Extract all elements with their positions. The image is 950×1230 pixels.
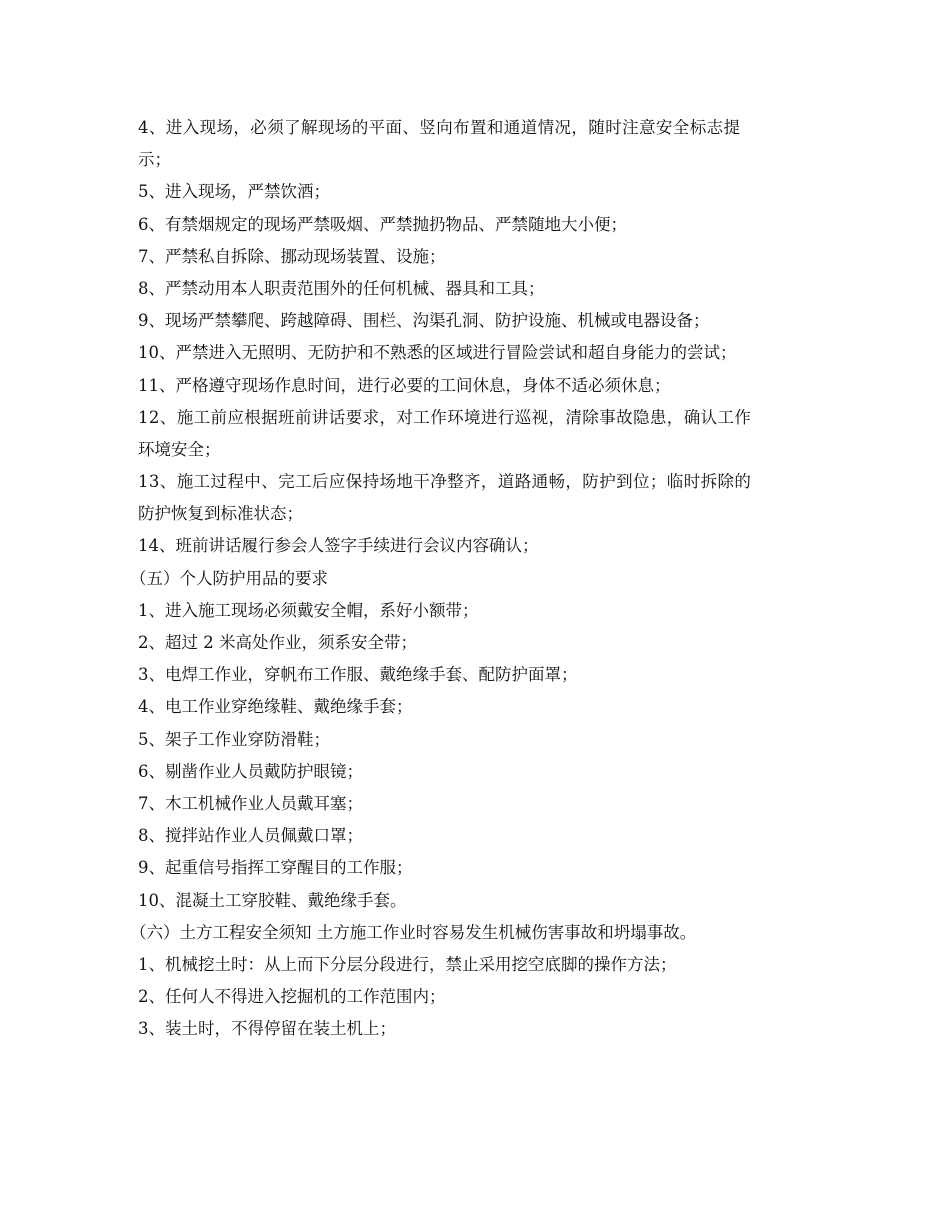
text-line: 14、班前讲话履行参会人签字手续进行会议内容确认； xyxy=(138,536,539,556)
text-line: 1、进入施工现场必须戴安全帽，系好小额带； xyxy=(138,600,479,620)
text-line: 4、进入现场，必须了解现场的平面、竖向布置和通道情况，随时注意安全标志提 xyxy=(138,118,741,137)
text-line: 6、有禁烟规定的现场严禁吸烟、严禁抛扔物品、严禁随地大小便； xyxy=(138,214,627,234)
text-line: 11、严格遵守现场作息时间，进行必要的工间休息，身体不适必须休息； xyxy=(138,375,671,395)
text-line: 10、混凝土工穿胶鞋、戴绝缘手套。 xyxy=(138,890,407,910)
text-line: 13、施工过程中、完工后应保持场地干净整齐，道路通畅，防护到位；临时拆除的 xyxy=(138,472,752,492)
text-line: 3、电焊工作业，穿帆布工作服、戴绝缘手套、配防护面罩； xyxy=(138,665,578,685)
text-line: 2、任何人不得进入挖掘机的工作范围内； xyxy=(138,987,446,1007)
text-line: 示； xyxy=(138,150,171,170)
section-heading: （六）土方工程安全须知 土方施工作业时容易发生机械伤害事故和坍塌事故。 xyxy=(130,922,697,942)
text-line: 5、架子工作业穿防滑鞋； xyxy=(138,729,330,749)
text-line: 7、木工机械作业人员戴耳塞； xyxy=(138,793,363,813)
text-line: 10、严禁进入无照明、无防护和不熟悉的区域进行冒险尝试和超自身能力的尝试； xyxy=(138,343,737,363)
text-line: 7、严禁私自拆除、挪动现场装置、设施； xyxy=(138,246,446,266)
text-line: 8、搅拌站作业人员佩戴口罩； xyxy=(138,826,363,846)
text-line: 9、现场严禁攀爬、跨越障碍、围栏、沟渠孔洞、防护设施、机械或电器设备； xyxy=(138,311,710,331)
section-heading: （五）个人防护用品的要求 xyxy=(130,568,328,588)
text-line: 6、剔凿作业人员戴防护眼镜； xyxy=(138,761,363,781)
text-line: 1、机械挖土时：从上而下分层分段进行，禁止采用挖空底脚的操作方法； xyxy=(138,954,677,974)
text-line: 8、严禁动用本人职责范围外的任何机械、器具和工具； xyxy=(138,278,545,298)
text-line: 5、进入现场，严禁饮酒； xyxy=(138,182,330,202)
text-line: 12、施工前应根据班前讲话要求，对工作环境进行巡视，清除事故隐患，确认工作 xyxy=(138,407,752,427)
text-line: 9、起重信号指挥工穿醒目的工作服； xyxy=(138,858,413,878)
text-line: 防护恢复到标准状态； xyxy=(138,504,303,524)
text-line: 3、装土时，不得停留在装土机上； xyxy=(138,1019,396,1039)
document-page xyxy=(130,112,818,1045)
text-line: 环境安全； xyxy=(138,439,221,459)
text-line: 4、电工作业穿绝缘鞋、戴绝缘手套； xyxy=(138,697,413,717)
text-line: 2、超过 2 米高处作业，须系安全带； xyxy=(138,633,417,652)
